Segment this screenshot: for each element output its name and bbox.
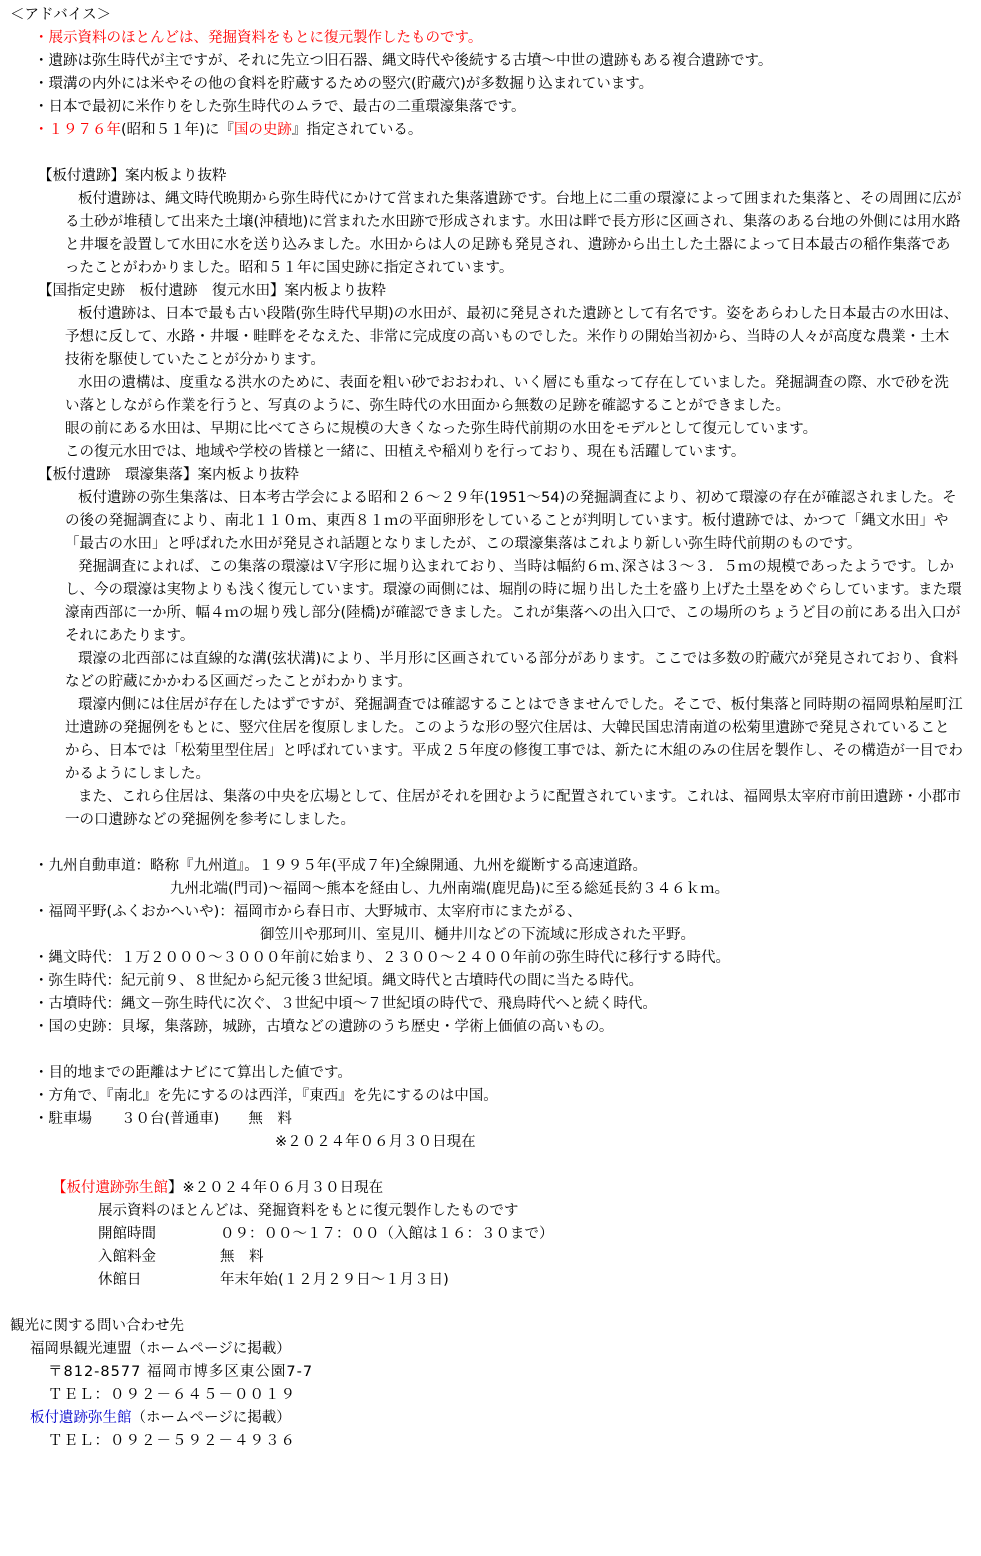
museum-heading [10, 1177, 970, 1200]
museum-name: 板付遺跡弥生館 [66, 1180, 168, 1196]
glossary-plain-cont: 御笠川や那珂川、室見川、樋井川などの下流域に形成された平野。 [260, 927, 695, 943]
paddy-paragraph-1: 板付遺跡は、日本で最も古い段階(弥生時代早期)の水田が、最初に発見された遺跡として有名です。姿をあらわした日本最古の水田は、予想に反して、水路・井堰・畦畔をそなえた、非常に完成度の高いものでした。米作りの開始当初から、当時の人々が高度な農業・土木技術を駆使していたことが分かります。 [65, 306, 959, 368]
museum-link[interactable]: 板付遺跡弥生館 [30, 1410, 132, 1426]
museum-hours-row [10, 1223, 970, 1246]
museum-description: 展示資料のほとんどは、発掘資料をもとに復元製作したものです [98, 1203, 519, 1219]
advice-bullet-2: ・遺跡は弥生時代が主ですが、それに先立つ旧石器、縄文時代や後続する古墳～中世の遺跡もある複合遺跡です。 [34, 53, 773, 69]
museum-hours-value: ０９：００～１７：００（入館は１６：３０まで） [220, 1226, 554, 1242]
designation-era: (昭和５１年)に『 [121, 122, 234, 138]
museum-bracket-close: 】 [168, 1180, 183, 1196]
museum-fee-row [10, 1246, 970, 1269]
glossary-kofun: ・古墳時代：縄文－弥生時代に次ぐ、３世紀中頃～７世紀頃の時代で、飛鳥時代へと続く時代。 [34, 996, 657, 1012]
contact-tel-museum: ＴＥＬ：０９２－５９２－４９３６ [48, 1433, 296, 1449]
section-heading-moat: 【板付遺跡 環濠集落】案内板より抜粋 [38, 467, 299, 483]
glossary-expressway: ・九州自動車道：略称『九州道』。１９９５年(平成７年)全線開通、九州を縦断する高速道路。 [34, 858, 648, 874]
moat-paragraph-1: 板付遺跡の弥生集落は、日本考古学会による昭和２６～２９年(1951～54)の発掘調査により、初めて環濠の存在が確認されました。その後の発掘調査により、南北１１０ｍ、東西８１ｍの平面卵形をしていることが判明しています。板付遺跡では、かつて「縄文水田」や「最古の水田」と呼ばれた水田が発見され話題となりましたが、この環濠集落はこれより新しい弥生時代前期のものです。 [65, 490, 957, 552]
document [10, 4, 970, 1453]
museum-closed-label: 休館日 [98, 1272, 142, 1288]
national-site-label: 国の史跡 [233, 122, 292, 138]
section-heading-itazuke: 【板付遺跡】案内板より抜粋 [38, 168, 227, 184]
glossary-national-site: ・国の史跡：貝塚，集落跡，城跡，古墳などの遺跡のうち歴史・学術上価値の高いもの。 [34, 1019, 614, 1035]
moat-paragraph-4: 環濠内側には住居が存在したはずですが、発掘調査では確認することはできませんでした。そこで、板付集落と同時期の福岡県粕屋町江辻遺跡の発掘例をもとに、竪穴住居を復原しました。このような形の竪穴住居は、大韓民国忠清南道の松菊里遺跡で発見されていることから、日本では「松菊里型住居」と呼ばれています。平成２５年度の修復工事では、新たに木組のみの住居を製作し、その構造が一目でわかるようにしました。 [65, 697, 963, 782]
museum-closed-row [10, 1269, 970, 1292]
contact-tel-tourism: ＴＥＬ：０９２－６４５－００１９ [48, 1387, 296, 1403]
advice-bullet-5 [10, 119, 970, 142]
note-direction: ・方角で、『南北』を先にするのは西洋，『東西』を先にするのは中国。 [34, 1088, 498, 1104]
note-as-of-date: ※２０２４年０６月３０日現在 [275, 1134, 476, 1150]
section-body-itazuke: 板付遺跡は、縄文時代晩期から弥生時代にかけて営まれた集落遺跡です。台地上に二重の環濠によって囲まれた集落と、その周囲に広がる土砂が堆積して出来た土壌(沖積地)に営まれた水田跡で形成されます。水田は畔で長方形に区画され、集落のある台地の外側には用水路と井堰を設置して水田に水を送り込みました。水田からは人の足跡も発見され、遺跡から出土した土器によって日本最古の稲作集落であったことがわかりました。昭和５１年に国史跡に指定されています。 [65, 191, 962, 276]
paddy-paragraph-3b: この復元水田では、地域や学校の皆様と一緒に、田植えや稲刈りを行っており、現在も活躍しています。 [65, 444, 746, 460]
museum-fee-label: 入館料金 [98, 1249, 156, 1265]
note-parking: ・駐車場 ３０台(普通車) 無 料 [34, 1111, 292, 1127]
museum-bracket-open: 【 [52, 1180, 67, 1196]
moat-paragraph-3: 環濠の北西部には直線的な溝(弦状溝)により、半月形に区画されている部分があります。ここでは多数の貯蔵穴が発見されており、食料などの貯蔵にかかわる区画だったことがわかります。 [65, 651, 959, 690]
glossary-yayoi: ・弥生時代：紀元前９、８世紀から紀元後３世紀頃。縄文時代と古墳時代の間に当たる時代。 [34, 973, 643, 989]
contact-address: 〒812-8577 福岡市博多区東公園7-7 [48, 1364, 314, 1380]
advice-bullet-3: ・環溝の内外には米やその他の食料を貯蔵するための竪穴(貯蔵穴)が多数掘り込まれています。 [34, 76, 654, 92]
moat-paragraph-5: また、これら住居は、集落の中央を広場として、住居がそれを囲むように配置されています。これは、福岡県太宰府市前田遺跡・小郡市一の口遺跡などの発掘例を参考にしました。 [65, 789, 962, 828]
advice-bullet-4: ・日本で最初に米作りをした弥生時代のムラで、最古の二重環濠集落です。 [34, 99, 526, 115]
moat-paragraph-2: 発掘調査によれば、この集落の環濠はＶ字形に堀り込まれており、当時は幅約６ｍ､深さは３～３．５ｍの規模であったようです。しかし、今の環濠は実物よりも浅く復元しています。環濠の両側には、堀削の時に堀り出した土を盛り上げた土塁をめぐらしています。また環濠南西部に一か所、幅４ｍの堀り残し部分(陸橋)が確認できました。これが集落への出入口で、この場所のちょうど目の前にある出入口がそれにあたります。 [65, 559, 962, 644]
note-distance: ・目的地までの距離はナビにて算出した値です。 [34, 1065, 352, 1081]
advice-heading: ＜アドバイス＞ [10, 7, 112, 23]
advice-bullet-1: ・展示資料のほとんどは、発掘資料をもとに復元製作したものです。 [34, 30, 483, 46]
glossary-jomon: ・縄文時代：１万２０００～３０００年前に始まり、２３００～２４００年前の弥生時代に移行する時代。 [34, 950, 730, 966]
designation-suffix: 』指定されている。 [291, 122, 423, 138]
section-heading-paddy: 【国指定史跡 板付遺跡 復元水田】案内板より抜粋 [38, 283, 386, 299]
museum-fee-value: 無 料 [220, 1249, 264, 1265]
contact-heading: 観光に関する問い合わせ先 [10, 1318, 184, 1334]
museum-as-of: ※２０２４年０６月３０日現在 [182, 1180, 384, 1196]
contact-org-museum [10, 1407, 970, 1430]
museum-hours-label: 開館時間 [98, 1226, 156, 1242]
paddy-paragraph-2: 水田の遺構は、度重なる洪水のために、表面を粗い砂でおおわれ、いく層にも重なって存在していました。発掘調査の際、水で砂を洗い落としながら作業を行うと、写真のように、弥生時代の水田面から無数の足跡を確認することができました。 [65, 375, 949, 414]
contact-org-tourism: 福岡県観光連盟（ホームページに掲載） [30, 1341, 291, 1357]
paddy-paragraph-3a: 眼の前にある水田は、早期に比べてさらに規模の大きくなった弥生時代前期の水田をモデルとして復元しています。 [65, 421, 818, 437]
glossary-expressway-cont: 九州北端(門司)～福岡～熊本を経由し、九州南端(鹿児島)に至る総延長約３４６ｋｍ。 [170, 881, 730, 897]
glossary-plain: ・福岡平野(ふくおかへいや)：福岡市から春日市、大野城市、太宰府市にまたがる、 [34, 904, 582, 920]
designation-year: １９７６年 [48, 122, 121, 138]
museum-closed-value: 年末年始(１２月２９日～１月３日) [220, 1272, 449, 1288]
bullet-mark: ・ [34, 122, 49, 138]
museum-link-note: （ホームページに掲載） [131, 1410, 291, 1426]
